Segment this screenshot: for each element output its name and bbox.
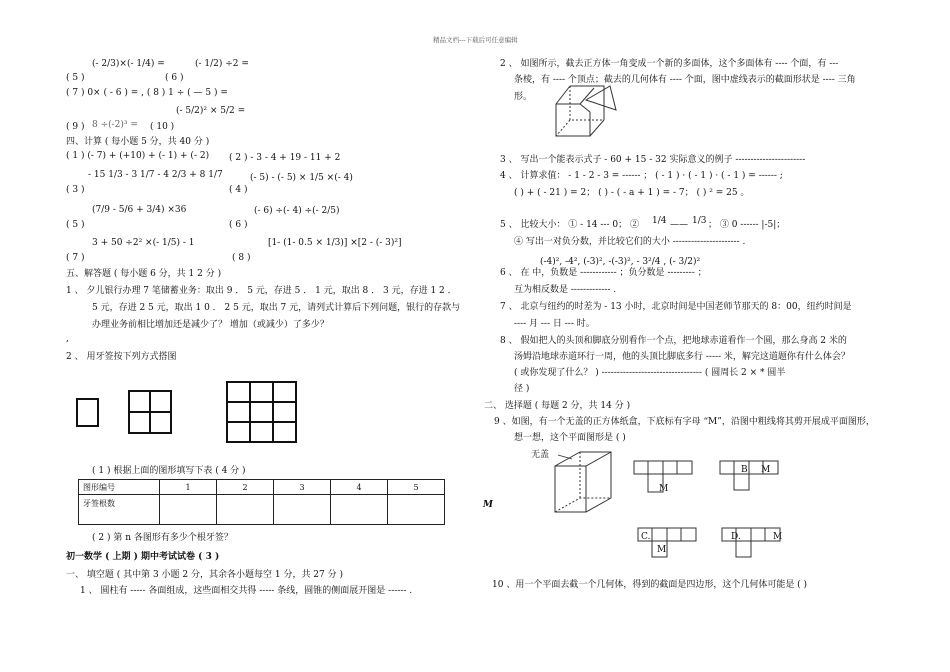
compare-dash: —— xyxy=(670,220,688,230)
fraction-one-quarter: 1/4 xyxy=(652,216,667,226)
page-header-note: 精品文档---下载后可任意编辑 xyxy=(433,36,518,44)
option-d-net xyxy=(722,528,783,557)
section-one-title: 一、 填空题 ( 其中第 3 小题 2 分，其余各小题每空 1 分，共 27 分 ) xyxy=(66,570,343,580)
fill-question-5-line-1: 5 、 比较大小： ① - 14 --- 0； ② xyxy=(500,220,639,230)
fill-question-6-line-2: 互为相反数是 ------------- . xyxy=(514,285,617,295)
calc-3-expression: - 15 1/3 - 3 1/7 - 4 2/3 + 8 1/7 xyxy=(88,170,223,180)
fill-question-8-line-4: 径 ) xyxy=(514,384,530,394)
q7-q8-line: ( 7 ) 0× ( - 6 ) = , ( 8 ) 1 ÷ ( — 5 ) = xyxy=(66,88,228,98)
calc-6-label: ( 6 ) xyxy=(229,220,248,230)
option-d-label: D. xyxy=(731,532,741,542)
problem-1-line-2: 5 元，存进 2 5 元，取出 1 0 ． 2 5 元，取出 7 元，请列式计算后下列问题，银行的存款与 xyxy=(92,303,461,313)
q10-expression: (- 5/2)² × 5/2 = xyxy=(176,106,246,116)
fill-question-8-line-1: 8 、 假如把人的头顶和脚底分别看作一个点，把地球赤道看作一个圆，那么身高 2 米的 xyxy=(500,336,847,346)
table-head-cell: 3 xyxy=(274,480,331,495)
option-a-m: M xyxy=(659,484,669,494)
q6-label: ( 6 ) xyxy=(165,73,184,83)
option-a-net xyxy=(634,461,692,492)
fill-question-6-line-1: 6 、 在 中，负数是 ------------ ；负分数是 --------- ； xyxy=(500,268,707,278)
table-head-cell: 1 xyxy=(160,480,217,495)
fill-question-3: 3 、 写出一个能表示式子 - 60 + 15 - 32 实际意义的例子 ----------------------- xyxy=(500,155,806,165)
q10-label: ( 10 ) xyxy=(150,122,175,132)
calc-7-expression: 3 + 50 ÷2² ×(- 1/5) - 1 xyxy=(92,238,195,248)
toothpick-figure-3 xyxy=(227,382,296,442)
fraction-one-third: 1/3 xyxy=(692,216,707,226)
option-c-m: M xyxy=(657,545,667,555)
table-head-cell: 4 xyxy=(331,480,388,495)
m-mark: M xyxy=(483,500,493,510)
option-d-m: M xyxy=(773,532,783,542)
table-head-cell: 5 xyxy=(388,480,445,495)
fill-question-5-line-2: ④ 写出一对负分数，并比较它们的大小 ---------------------- . xyxy=(514,237,746,247)
calc-4-label: ( 4 ) xyxy=(229,185,248,195)
exam-title: 初一数学 ( 上期 ) 期中考试试卷 ( 3 ) xyxy=(66,552,220,562)
q5-expression: (- 2/3)×(- 1/4) = xyxy=(92,59,165,69)
q6-expression: (- 1/2) ÷2 = xyxy=(195,59,249,69)
problem-1-line-1: 1 、 夕儿银行办理 7 笔储蓄业务：取出 9 ． 5 元，存进 5 ． 1 元，取出 8 ． 3 元，存进 1 2 ． xyxy=(66,286,457,296)
q9-label: ( 9 ) xyxy=(66,122,85,132)
lid-label: 无盖 xyxy=(531,450,550,460)
option-b-net xyxy=(720,461,778,490)
truncated-corner-figure xyxy=(586,86,616,110)
fill-question-7-line-2: ---- 月 --- 日 --- 时。 xyxy=(514,319,595,329)
calc-3-label: ( 3 ) xyxy=(66,185,85,195)
option-c-net xyxy=(638,528,696,557)
table-row-label: 牙签根数 xyxy=(79,495,160,525)
fill-question-8-line-3: ( 或你发现了什么？ ) --------------------------------- ( 圆周长 2 × * 圆半 xyxy=(514,368,786,378)
calc-7-label: ( 7 ) xyxy=(66,253,85,263)
section-four-title: 四、计算 ( 每小题 5 分，共 40 分 ) xyxy=(66,137,210,147)
calc-8-label: ( 8 ) xyxy=(232,253,251,263)
choice-question-9-line-2: 想一想，这个平面图形是 ( ) xyxy=(514,433,626,443)
calc-4-expression: (- 5) - (- 5) × 1/5 ×(- 4) xyxy=(250,173,353,183)
calc-2: ( 2 ) - 3 - 4 + 19 - 11 + 2 xyxy=(229,153,341,163)
choice-question-10: 10 、用一个平面去截一个几何体，得到的截面是四边形，这个几何体可能是 ( ) xyxy=(492,580,808,590)
fill-question-8-line-2: 汤姆沿地球赤道环行一周，他的头顶比脚底多行 ----- 米，解完这道题你有什么体会？ xyxy=(514,352,850,362)
fill-question-4-line-2: ( ) + ( - 21 ) = 2； ( ) - ( - a + 1 ) = - 7； ( ) ² = 25 。 xyxy=(514,188,750,198)
calc-8-expression: [1- (1- 0.5 × 1/3)] ×[2 - (- 3)²] xyxy=(268,238,402,248)
fill-question-5-tail: ； ③ 0 ------ |-5|； xyxy=(708,220,786,230)
number-set: (-4)², -4², (-3)², -(-3)², - 3²/4 , (- 3/2)² xyxy=(540,257,701,267)
option-b-m: M xyxy=(761,465,771,475)
calc-5-label: ( 5 ) xyxy=(66,220,85,230)
problem-1-comma: , xyxy=(66,334,69,344)
problem-1-line-3: 办理业务前相比增加还是减少了？ 增加（或减少）了多少？ xyxy=(92,320,329,330)
q9-expression: 8 ÷(-2)³ = xyxy=(92,120,138,130)
calc-6-expression: (- 6) ÷(- 4) ÷(- 2/5) xyxy=(254,206,340,216)
fill-question-2-line-1: 2 、 如图所示，截去正方体一角变成一个新的多面体，这个多面体有 ---- 个面，有 --- xyxy=(500,59,839,69)
fill-question-1: 1 、 圆柱有 ----- 各面组成，这些面相交共得 ----- 条线，圆锥的侧面展开图是 ------ . xyxy=(80,586,413,596)
q5-label: ( 5 ) xyxy=(66,73,85,83)
table-instruction: ( 1 ) 根据上面的图形填写下表 ( 4 分 ) xyxy=(92,466,246,476)
section-two-title: 二、 选择题 ( 每题 2 分，共 14 分 ) xyxy=(484,401,631,411)
fill-question-7-line-1: 7 、 北京与纽约的时差为 - 13 小时，北京时间是中国老师节那天的 8：00，纽约时间是 xyxy=(500,302,852,312)
open-box-figure xyxy=(555,452,611,512)
section-five-title: 五、解答题 ( 每小题 6 分，共 1 2 分 ) xyxy=(66,269,222,279)
toothpick-figure-2 xyxy=(129,391,171,433)
calc-5-expression: (7/9 - 5/6 + 3/4) ×36 xyxy=(92,205,187,215)
option-c-label: C. xyxy=(641,532,651,542)
table-head-cell: 图形编号 xyxy=(79,480,160,495)
problem-2: 2 、 用牙签按下列方式搭图 xyxy=(66,352,177,362)
fill-question-4-line-1: 4 、 计算求值： - 1 - 2 - 3 = ------ ； ( - 1 ) · ( - 1 ) · ( - 1 ) = ------ ; xyxy=(500,171,783,181)
problem-2-question-2: ( 2 ) 第 n 各图形有多少个根牙签？ xyxy=(92,533,233,543)
fill-question-2-line-2: 条棱，有 ---- 个顶点；截去的几何体有 ---- 个面，图中虚线表示的截面形状是 ---- 三角 xyxy=(514,75,856,85)
calc-1: ( 1 ) (- 7) + (+10) + (- 1) + (- 2) xyxy=(66,151,210,161)
option-b-label: B. xyxy=(741,465,751,475)
fill-question-2-line-3: 形。 xyxy=(514,92,533,102)
toothpick-figure-1 xyxy=(77,399,98,426)
table-head-cell: 2 xyxy=(217,480,274,495)
choice-question-9-line-1: 9 、如图，有一个无盖的正方体纸盒，下底标有字母 “M”，沿图中粗线将其剪开展成平面图形， xyxy=(494,417,875,427)
